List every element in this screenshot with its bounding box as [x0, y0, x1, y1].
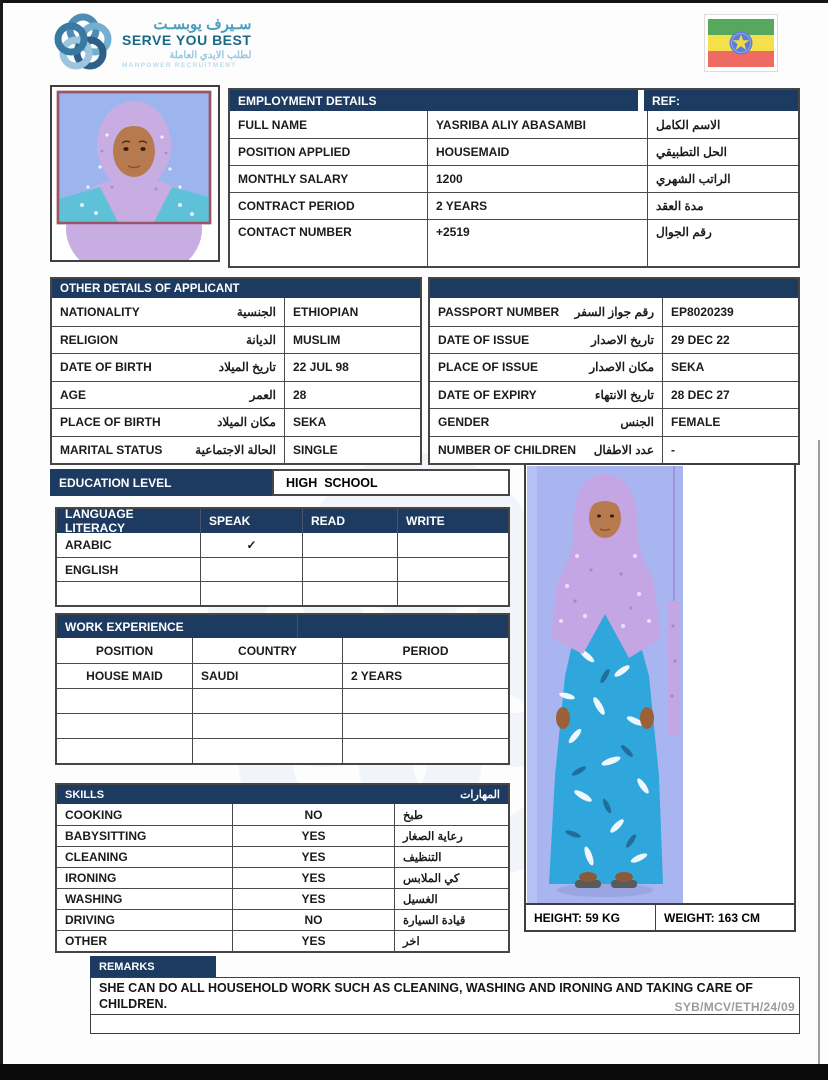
speak-cell — [200, 582, 302, 605]
table-row — [430, 298, 798, 326]
applicant-full-body-photo — [524, 463, 796, 905]
skill-value: YES — [232, 847, 394, 867]
work-experience-title: WORK EXPERIENCE — [57, 615, 508, 638]
education-level-value: HIGH SCHOOL — [272, 469, 510, 496]
table-row — [57, 581, 508, 605]
skill-row — [57, 804, 508, 825]
field-label-arabic: الحل التطبيقي — [647, 139, 798, 165]
brand-subtitle: MANPOWER RECRUITMENT — [122, 61, 237, 69]
remarks-empty-row — [90, 1015, 800, 1034]
column-header: WRITE — [397, 509, 508, 533]
height-weight-row — [524, 903, 796, 932]
brand-arabic-title: سـيرف يوبسـت — [153, 15, 252, 33]
read-cell — [302, 558, 397, 581]
read-cell — [302, 533, 397, 557]
field-label-arabic: الراتب الشهري — [647, 166, 798, 192]
field-value: MUSLIM — [284, 327, 420, 354]
field-value: - — [662, 437, 798, 464]
skill-label: BABYSITTING — [65, 829, 147, 843]
field-label-arabic: مدة العقد — [647, 193, 798, 219]
field-label: AGE — [60, 387, 87, 402]
field-value: SEKA — [662, 354, 798, 381]
skill-label: CLEANING — [65, 850, 128, 864]
skill-label-arabic: اخر — [394, 931, 508, 951]
column-header: POSITION — [95, 643, 154, 658]
field-label-arabic: عدد الاطفال — [593, 442, 654, 457]
skill-label: IRONING — [65, 871, 117, 885]
field-value: 1200 — [427, 166, 647, 192]
field-label: DATE OF EXPIRY — [438, 387, 537, 402]
education-level-label: EDUCATION LEVEL — [50, 469, 272, 496]
skill-row — [57, 825, 508, 846]
field-label: MONTHLY SALARY — [238, 172, 349, 186]
skills-header — [57, 785, 508, 804]
field-value: SINGLE — [284, 437, 420, 464]
skills-title: SKILLS — [57, 785, 452, 804]
skill-value: YES — [232, 931, 394, 951]
field-label: NUMBER OF CHILDREN — [438, 442, 576, 457]
brand-logo — [52, 12, 251, 74]
field-label: POSITION APPLIED — [238, 145, 351, 159]
language-name — [57, 582, 200, 605]
table-row — [52, 436, 420, 464]
employment-header — [230, 90, 798, 111]
period-cell — [342, 739, 508, 763]
skill-label-arabic: كي الملابس — [394, 868, 508, 888]
skill-label: DRIVING — [65, 913, 116, 927]
read-cell — [302, 582, 397, 605]
language-literacy-table — [55, 507, 510, 607]
field-label: NATIONALITY — [60, 304, 140, 319]
brand-arabic-subtitle: لطلب الايدي العاملة — [169, 49, 252, 61]
field-label: PLACE OF ISSUE — [438, 360, 539, 375]
column-header: READ — [302, 509, 397, 533]
position-cell — [57, 739, 192, 763]
field-label-arabic: الحالة الاجتماعية — [195, 442, 276, 457]
page-edge-left — [0, 0, 3, 1080]
skill-label-arabic: رعاية الصغار — [394, 826, 508, 846]
field-value: HOUSEMAID — [427, 139, 647, 165]
field-value: 2 YEARS — [427, 193, 647, 219]
field-label-arabic: الاسم الكامل — [647, 111, 798, 138]
field-label: PLACE OF BIRTH — [60, 415, 161, 430]
work-experience-header — [57, 615, 508, 638]
field-value: 28 DEC 27 — [662, 382, 798, 409]
table-row — [430, 381, 798, 409]
period-cell: 2 YEARS — [342, 664, 508, 688]
table-row — [52, 326, 420, 354]
table-row — [430, 353, 798, 381]
speak-checkmark: ✓ — [200, 533, 302, 557]
field-label-arabic: الجنس — [620, 415, 654, 430]
table-row — [57, 713, 508, 738]
write-cell — [397, 558, 508, 581]
column-header: COUNTRY — [192, 638, 342, 663]
skill-label-arabic: التنظيف — [394, 847, 508, 867]
applicant-portrait-photo — [50, 85, 220, 262]
table-row — [230, 219, 798, 266]
field-value: ETHIOPIAN — [284, 298, 420, 326]
language-name: ENGLISH — [65, 562, 119, 577]
table-row — [52, 353, 420, 381]
field-value: 22 JUL 98 — [284, 354, 420, 381]
skill-value: NO — [232, 910, 394, 930]
height-value: HEIGHT: 59 KG — [526, 905, 656, 930]
work-experience-table — [55, 613, 510, 765]
skill-label-arabic: قيادة السيارة — [394, 910, 508, 930]
field-label-arabic: تاريخ الاصدار — [590, 332, 654, 347]
field-label-arabic: رقم جواز السفر — [574, 304, 654, 319]
other-details-left-table — [50, 277, 422, 465]
table-row — [57, 738, 508, 763]
language-name: ARABIC — [65, 538, 112, 552]
language-header-row — [57, 509, 508, 533]
field-value: EP8020239 — [662, 298, 798, 326]
brand-title: SERVE YOU BEST — [122, 32, 252, 49]
skills-title-arabic: المهارات — [452, 785, 508, 804]
field-label: PASSPORT NUMBER — [438, 304, 560, 319]
skill-row — [57, 930, 508, 951]
skill-row — [57, 888, 508, 909]
period-cell — [342, 689, 508, 713]
skill-row — [57, 846, 508, 867]
position-cell — [57, 689, 192, 713]
table-row — [230, 138, 798, 165]
skill-row — [57, 909, 508, 930]
field-value: 28 — [284, 382, 420, 409]
field-label-arabic: الديانة — [245, 332, 276, 347]
page-edge-top — [0, 0, 828, 3]
skill-label-arabic: الغسيل — [394, 889, 508, 909]
field-label-arabic: مكان الميلاد — [217, 415, 276, 430]
field-value: +2519 — [427, 220, 647, 266]
table-row — [230, 165, 798, 192]
field-label: FULL NAME — [238, 117, 308, 132]
brand-text — [122, 17, 251, 69]
page-edge-bottom — [0, 1064, 828, 1080]
skill-value: YES — [232, 826, 394, 846]
header-divider — [297, 615, 298, 638]
skill-value: YES — [232, 868, 394, 888]
field-label: CONTACT NUMBER — [238, 225, 352, 239]
field-value: FEMALE — [662, 409, 798, 436]
employment-details-table — [228, 88, 800, 268]
position-cell: HOUSE MAID — [86, 669, 163, 683]
write-cell — [397, 533, 508, 557]
field-label: MARITAL STATUS — [60, 442, 163, 457]
field-label: CONTRACT PERIOD — [238, 199, 355, 213]
field-label-arabic: الجنسية — [236, 304, 276, 319]
field-label-arabic: رقم الجوال — [647, 220, 798, 266]
field-label: DATE OF BIRTH — [60, 360, 152, 375]
column-header: PERIOD — [342, 638, 508, 663]
field-label-arabic: العمر — [249, 387, 276, 402]
table-row — [52, 381, 420, 409]
employment-title: EMPLOYMENT DETAILS — [230, 90, 638, 111]
skills-table — [55, 783, 510, 953]
country-cell — [192, 714, 342, 738]
write-cell — [397, 582, 508, 605]
field-value: SEKA — [284, 409, 420, 436]
column-header: SPEAK — [200, 509, 302, 533]
skill-label: WASHING — [65, 892, 123, 906]
table-row — [57, 663, 508, 688]
skill-label: OTHER — [65, 934, 107, 948]
skill-label: COOKING — [65, 807, 123, 822]
skill-value: YES — [232, 889, 394, 909]
field-label-arabic: تاريخ الميلاد — [218, 360, 276, 375]
remarks-title: REMARKS — [90, 956, 216, 977]
table-row — [430, 436, 798, 464]
weight-value: WEIGHT: 163 CM — [664, 910, 761, 925]
table-row — [57, 533, 508, 557]
ethiopia-flag-icon — [704, 14, 778, 72]
ref-label: REF: — [644, 90, 798, 111]
column-header: LANGUAGE LITERACY — [57, 509, 200, 533]
skill-row — [57, 867, 508, 888]
skill-value: NO — [232, 804, 394, 825]
period-cell — [342, 714, 508, 738]
table-row — [52, 298, 420, 326]
field-label-arabic: مكان الاصدار — [589, 360, 654, 375]
skill-label-arabic: طبخ — [394, 804, 508, 825]
page-edge-right — [818, 440, 820, 1064]
logo-knot-icon — [52, 12, 114, 74]
field-label: GENDER — [438, 415, 490, 430]
country-cell: SAUDI — [192, 664, 342, 688]
table-row — [230, 111, 798, 138]
document-ref-code: SYB/MCV/ETH/24/09 — [674, 1000, 795, 1014]
other-details-right-table — [428, 277, 800, 465]
work-header-row — [57, 638, 508, 663]
country-cell — [192, 739, 342, 763]
field-label: RELIGION — [60, 332, 119, 347]
other-details-right-header — [430, 279, 798, 298]
country-cell — [192, 689, 342, 713]
field-label: DATE OF ISSUE — [438, 332, 530, 347]
field-label-arabic: تاريخ الانتهاء — [594, 387, 654, 402]
field-value: YASRIBA ALIY ABASAMBI — [427, 111, 647, 138]
remarks-text: SHE CAN DO ALL HOUSEHOLD WORK SUCH AS CLEANING, WASHING AND IRONING AND TAKING CARE OF CHILDREN. — [90, 977, 800, 1015]
table-row — [52, 408, 420, 436]
table-row — [57, 557, 508, 581]
table-row — [230, 192, 798, 219]
table-row — [430, 326, 798, 354]
field-value: 29 DEC 22 — [662, 327, 798, 354]
position-cell — [57, 714, 192, 738]
other-details-title: OTHER DETAILS OF APPLICANT — [52, 279, 420, 298]
table-row — [430, 408, 798, 436]
speak-cell — [200, 558, 302, 581]
table-row — [57, 688, 508, 713]
